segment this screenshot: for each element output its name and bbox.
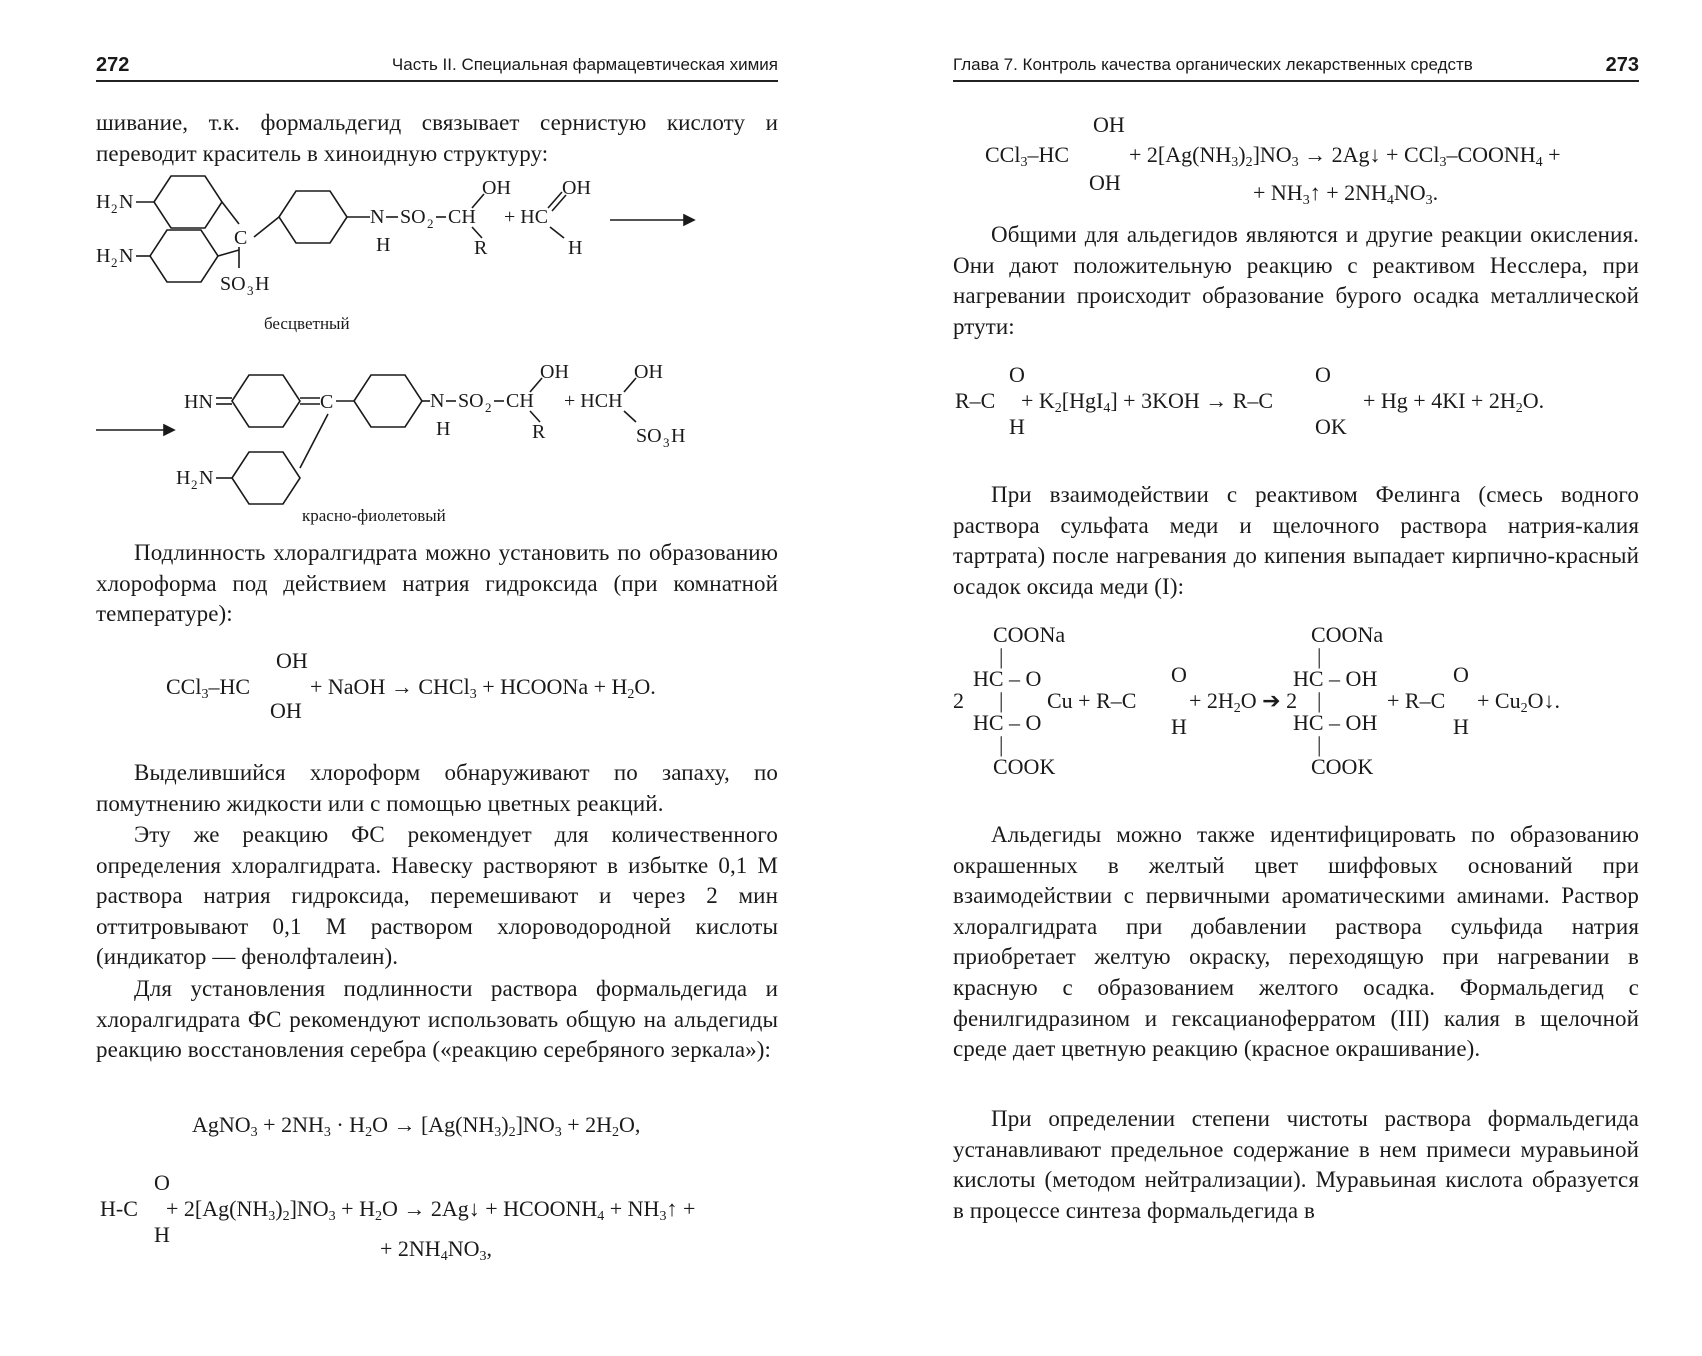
svg-text:OH: OH — [562, 177, 591, 199]
svg-text:N: N — [119, 245, 134, 267]
svg-text:N: N — [430, 390, 445, 412]
svg-text:+ HC: + HC — [504, 206, 549, 228]
svg-text:C: C — [320, 391, 334, 413]
caption-colorless: бесцветный — [264, 314, 350, 333]
paragraph: Общими для альдегидов являются и другие реакции окисления. Они дают положительную реакцию с реактивом Несслера, при нагревании происходит образование бурого осадка металлической ртути: — [953, 222, 1639, 339]
svg-text:H: H — [96, 245, 111, 267]
svg-text:2: 2 — [191, 477, 198, 492]
svg-text:SO: SO — [220, 273, 246, 295]
paragraph: При определении степени чистоты раствора формальдегида устанавливают предельное содержание в нем примеси муравьиной кислоты (методом нейтрализации). Муравьиная кислота образуется в процессе синтеза формальдегида в — [953, 1106, 1639, 1223]
svg-text:SO: SO — [458, 390, 484, 412]
formula-silver-ammine: AgNO$_3$ + $2NH_3 \cdot H_2O \to [Ag(NH_3)_2]NO_3 + 2H_2O$, — [192, 1112, 641, 1140]
paragraph: Эту же реакцию ФС рекомендует для количественного определения хлоралгидрата. Навеску растворяют в избытке 0,1 М раствора натрия гидроксида, перемешивают и через 2 мин оттитровывают 0,1 М раствором хлороводородной кислоты (индикатор — фенолфталеин). — [96, 822, 778, 970]
svg-text:H: H — [96, 191, 111, 213]
running-title: Часть II. Специальная фармацевтическая химия — [391, 55, 778, 74]
svg-text:N: N — [370, 206, 385, 228]
svg-text:H: H — [176, 467, 191, 489]
quinoid-dye-structure — [94, 358, 784, 508]
page-number: 272 — [96, 54, 130, 76]
svg-text:HN: HN — [184, 391, 213, 413]
running-header-right — [953, 50, 1639, 82]
svg-text:CH: CH — [506, 390, 534, 412]
paragraph: Альдегиды можно также идентифицировать по образованию окрашенных в желтый цвет шиффовых оснований при взаимодействии с первичными ароматическими аминами. Раствор хлоралгидрата при добавлении раствора сульфида натрия приобретает желтую окраску, переходящую при нагревании в красную с образованием желтого осадка. Формальдегид с фенилгидразином и гексацианоферратом (III) калия в щелочной среде дает цветную реакцию (красное окрашивание). — [953, 822, 1639, 1062]
svg-text:2: 2 — [427, 216, 434, 231]
svg-text:2: 2 — [485, 400, 492, 415]
svg-text:H: H — [436, 418, 451, 440]
paragraph: Выделившийся хлороформ обнаруживают по запаху, по помутнению жидкости или с помощью цветных реакций. — [96, 760, 778, 816]
svg-text:CH: CH — [448, 206, 476, 228]
svg-text:H: H — [255, 273, 270, 295]
page-number: 273 — [1605, 54, 1639, 76]
svg-text:H: H — [671, 425, 686, 447]
svg-text:H: H — [376, 234, 391, 256]
svg-text:R: R — [474, 237, 488, 259]
svg-text:C: C — [234, 227, 248, 249]
svg-text:SO: SO — [400, 206, 426, 228]
leuco-dye-structure — [94, 172, 784, 312]
caption-red-violet: красно-фиолетовый — [302, 506, 446, 525]
paragraph: При взаимодействии с реактивом Фелинга (смесь водного раствора сульфата меди и щелочного раствора натрия-калия тартрата) после нагревания до кипения выпадает кирпично-красный осадок оксида меди (I): — [953, 482, 1639, 599]
svg-text:OH: OH — [540, 361, 569, 383]
left-page: 272 Часть II. Специальная фармацевтическая химия шивание, т.к. формальдегид связывает сернистую кислоту и переводит краситель в хиноидную структуру: H 2 N C N H SO 2 CH OH R + HC OH H H 2 N SO 3 H бесцветный HN C N H SO 2 CH OH R + HCH OH SO 3 H H 2 N красно-фиолетовый Подлинность хлоралгидрата можно установить по образованию хлороформа под действием натрия гидроксида (при комнатной температуре): OH CCl$_3$–HC OH + NaOH → CHCl$_3$ + HCOONa + $H_2O$. Выделившийся хлороформ обнаруживают по запаху, по помутнению жидкости или с помощью цветных реакций. Эту же реакцию ФС рекомендует для количественного определения хлоралгидрата. Навеску растворяют в избытке 0,1 М раствора натрия гидроксида, перемешивают и через 2 мин оттитровывают 0,1 М раствором хлороводородной кислоты (индикатор — фенолфталеин). Для установления подлинности раствора формальдегида и хлоралгидрата ФС рекомендуют использовать общую на альдегиды реакцию восстановления серебра («реакцию серебряного зеркала»): AgNO$_3$ + $2NH_3 \cdot H_2O \to [Ag(NH_3)_2]NO_3 + 2H_2O$, O H-C H + $2[Ag(NH_3)_2]NO_3 + H_2O$ → 2Ag↓ + $HCOONH_4$ + $NH_3↑$ + + $2NH_4NO_3$, — [0, 0, 851, 1356]
svg-text:+ HCH: + HCH — [564, 390, 623, 412]
paragraph: шивание, т.к. формальдегид связывает сернистую кислоту и переводит краситель в хиноидную структуру: — [96, 110, 778, 166]
svg-text:OH: OH — [634, 361, 663, 383]
svg-text:N: N — [119, 191, 134, 213]
svg-text:SO: SO — [636, 425, 662, 447]
svg-text:OH: OH — [482, 177, 511, 199]
svg-text:2: 2 — [111, 201, 118, 216]
running-header-left — [96, 50, 778, 82]
svg-text:R: R — [532, 421, 546, 443]
svg-text:N: N — [199, 467, 214, 489]
svg-text:2: 2 — [111, 255, 118, 270]
right-page: Глава 7. Контроль качества органических лекарственных средств 273 OH CCl$_3$–HC OH + $2[Ag(NH_3)_2]NO_3$ → 2Ag↓ + $CCl_3-COONH_4$ + + $NH_3↑ + 2NH_4NO_3$. Общими для альдегидов являются и другие реакции окисления. Они дают положительную реакцию с реактивом Несслера, при нагревании происходит образование бурого осадка металлической ртути: O R–C H + $K_2[HgI_4] + 3KOH \to R-C$ O OK + $Hg + 4KI + 2H_2O$. При взаимодействии с реактивом Фелинга (смесь водного раствора сульфата меди и щелочного раствора натрия-калия тартрата) после нагревания до кипения выпадает кирпично-красный осадок оксида меди (I): COONa | HC – O 2 | Cu + R–C HC – O | COOK O H + $2H_2O$ ➔ 2 COONa | HC – OH | HC – OH | COOK + R–C O H + $Cu_2O↓$. Альдегиды можно также идентифицировать по образованию окрашенных в желтый цвет шиффовых оснований при взаимодействии с первичными ароматическими аминами. Раствор хлоралгидрата при добавлении раствора сульфида натрия приобретает желтую окраску, переходящую при нагревании в красную с образованием желтого осадка. Формальдегид с фенилгидразином и гексацианоферратом (III) калия в щелочной среде дает цветную реакцию (красное окрашивание). При определении степени чистоты раствора формальдегида устанавливают предельное содержание в нем примеси муравьиной кислоты (методом нейтрализации). Муравьиная кислота образуется в процессе синтеза формальдегида в — [851, 0, 1702, 1356]
svg-text:3: 3 — [663, 435, 670, 450]
paragraph: Для установления подлинности раствора формальдегида и хлоралгидрата ФС рекомендуют использовать общую на альдегиды реакцию восстановления серебра («реакцию серебряного зеркала»): — [96, 976, 778, 1063]
svg-text:H: H — [568, 237, 583, 259]
running-title: Глава 7. Контроль качества органических лекарственных средств — [953, 55, 1473, 74]
paragraph: Подлинность хлоралгидрата можно установить по образованию хлороформа под действием натрия гидроксида (при комнатной температуре): — [96, 540, 778, 627]
svg-text:3: 3 — [247, 283, 254, 298]
